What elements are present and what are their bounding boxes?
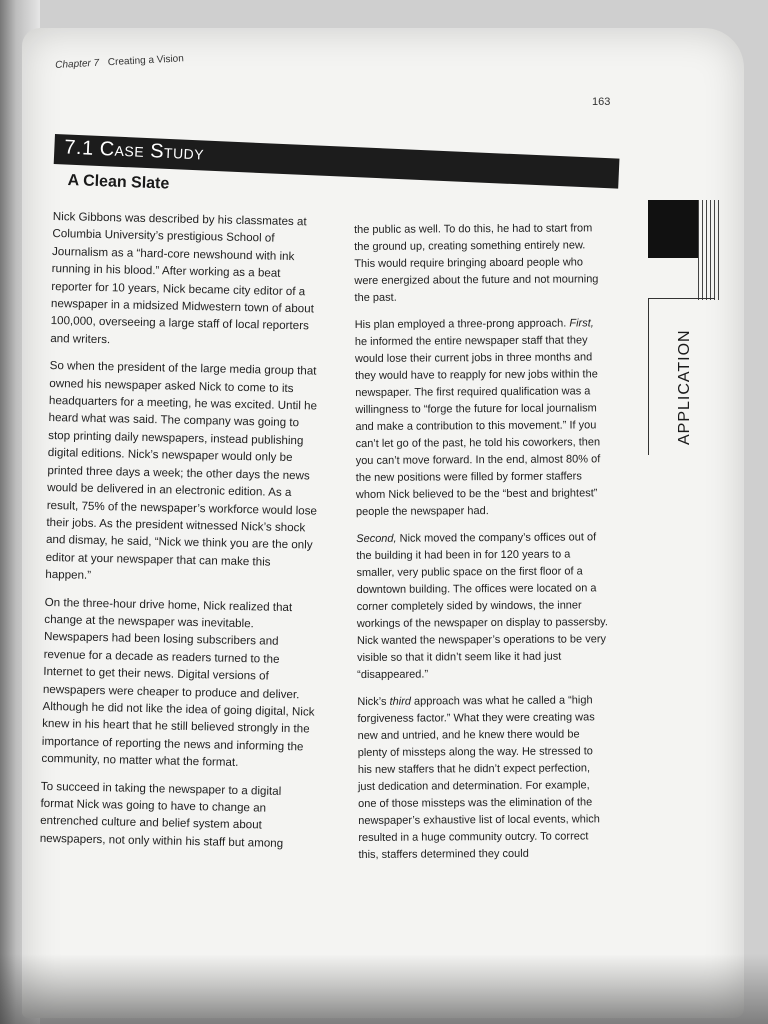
left-paragraph: Nick Gibbons was described by his classmates at Columbia University’s prestigious School of Journalism as a “hard-core newshound with ink running in his blood.” After working as a beat reporter for 10 years, Nick became city editor of a newspaper in a midsized Midwestern town of about 100,000, overseeing a large staff of local reporters and writers.	[50, 209, 315, 347]
paragraph-text: approach was what he called a “high forgiveness factor.” What they were creating was new and untried, and he knew there would be plenty of missteps along the way. He stressed to his new staffers that he didn’t expect perfection, just dedication and determination. For example, one of those missteps was the elimination of the newspaper’s exhaustive list of local events, which resulted in a huge community outcry. To correct this, staffers determined they could	[357, 694, 600, 861]
chapter-title: Creating a Vision	[107, 53, 185, 69]
right-column	[354, 220, 611, 874]
banner-title: 7.1 Case Study	[63, 136, 205, 165]
paragraph-lead: His plan employed a three-prong approach.	[354, 317, 567, 331]
left-paragraph: On the three-hour drive home, Nick realized that change at the newspaper was inevitable. Newspapers had been losing subscribers and revenue for a decade as readers turned to the Internet to get their news. Digital versions of newspapers were cheaper to produce and deliver. Although he did not like the idea of going digital, Nick knew in his heart that he still believed strongly in the importance of reporting the news and informing the community, no matter what the format.	[41, 595, 315, 770]
chapter-label: Chapter 7	[55, 57, 100, 71]
left-paragraph: So when the president of the large media group that owned his newspaper asked Nick to come to its headquarters for a meeting, he was excited. Until he heard what was said. The company was going to stop printing daily newspapers, instead publishing digital editions. Nick’s newspaper would only be printed three days a week; the other days the news would be delivered in an electronic edition. As a result, 75% of the newspaper’s workforce would lose their jobs. As the president witnessed Nick’s shock and dismay, he said, “Nick we think you are the only editor at your newspaper that can make this happen.”	[45, 359, 318, 583]
right-paragraph	[355, 315, 608, 521]
left-column	[39, 208, 325, 863]
right-paragraph: the public as well. To do this, he had to start from the ground up, creating something entirely new. This would require bringing aboard people who were energized about the future and not mourning the past.	[354, 222, 599, 304]
emphasis-third: third	[389, 695, 412, 708]
page-number: 163	[592, 96, 611, 108]
paragraph-lead: Nick’s	[357, 695, 387, 708]
side-tab-lines	[698, 200, 722, 300]
left-paragraph: To succeed in taking the newspaper to a digital format Nick was going to have to change an entrenched culture and belief system about newspapers, not only within his staff but among	[39, 779, 284, 850]
page-bottom-shadow	[0, 954, 768, 1024]
emphasis-second: Second,	[356, 532, 397, 545]
right-paragraph	[357, 692, 610, 864]
side-tab-block	[648, 200, 698, 258]
paragraph-text: he informed the entire newspaper staff that they would lose their current jobs in three months and they would have to reapply for new jobs within the newspaper. The first required qualification was a willingness to “forge the future for local journalism and make a contribution to this movement.” If you can’t let go of the past, he told his coworkers, then you can’t move forward. In the end, almost 80% of the new positions were filled by former staffers whom Nick believed to be the “best and brightest” people the newspaper had.	[354, 334, 601, 518]
emphasis-first: First,	[569, 317, 594, 330]
paragraph-text: Nick moved the company’s offices out of the building it had been in for 120 years to a smaller, very public space on the first floor of a downtown building. The offices were located on a corner completely sided by windows, the inner workings of the newspaper on display to passersby. Nick wanted the newspaper’s operations to be very visible so that it didn’t seem like it had just “disappeared.”	[356, 531, 608, 681]
side-tab-label: APPLICATION	[676, 329, 693, 445]
right-paragraph	[356, 529, 609, 684]
case-title: A Clean Slate	[67, 172, 170, 193]
